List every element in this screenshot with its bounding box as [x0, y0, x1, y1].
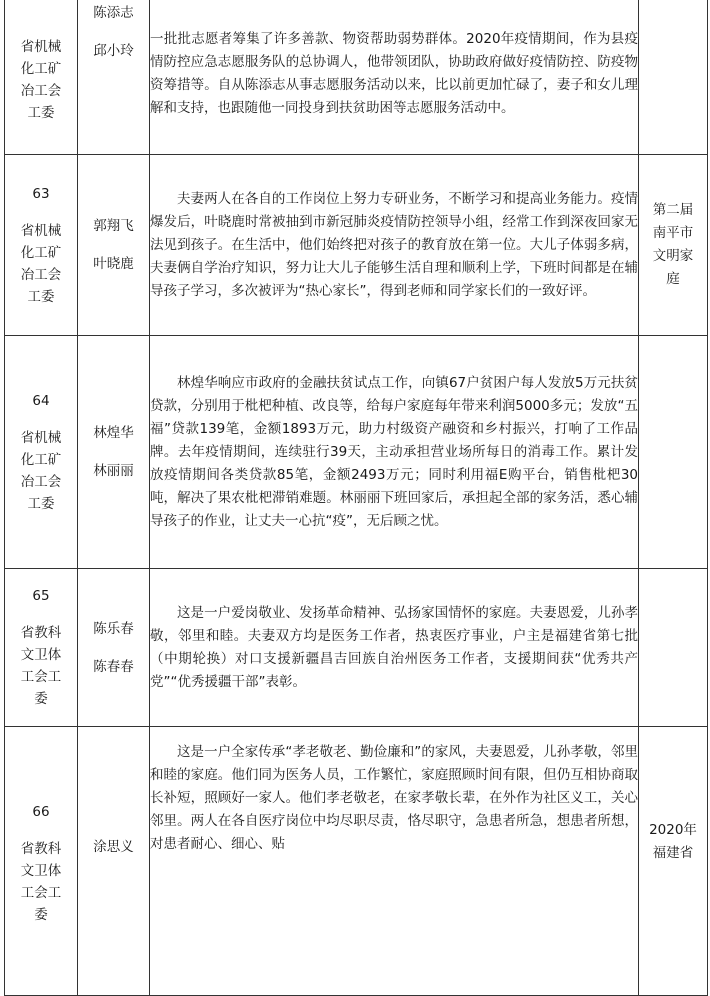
- member-name: 叶晓鹿: [93, 256, 134, 272]
- member-name: 陈春春: [93, 658, 134, 675]
- org-name: 省机械化工矿冶工会工委: [20, 39, 62, 121]
- names-cell: [78, 569, 150, 727]
- honor-cell: [639, 336, 708, 569]
- row-number: 64: [32, 392, 50, 409]
- member-name: 陈乐春: [93, 620, 134, 637]
- honor-text: 2020年福建省: [649, 822, 697, 861]
- org-name: 省机械化工矿冶工会工委: [20, 222, 62, 305]
- member-name: 陈添志: [93, 5, 134, 21]
- member-name: 林丽丽: [93, 463, 134, 479]
- row-number: 65: [32, 588, 50, 604]
- org-cell: [5, 155, 78, 336]
- description-text: 林煌华响应市政府的金融扶贫试点工作，向镇67户贫困户每人发放5万元扶贫贷款，分别用于枇杷种植、改良等，给每户家庭每年带来利润5000多元；发放“五福”贷款139笔，金额1893万元，助力村级资产融资和乡村振兴，打响了工作品牌。去年疫情期间，连续驻行39天，主动承担营业场所每日的消毒工作。累计发放疫情期间各类贷款85笔，金额2493万元；同时利用福E购平台，销售枇杷30吨，解决了果农枇杷滞销难题。林丽丽下班回家后，承担起全部的家务活，悉心辅导孩子的作业，让丈夫一心抗“疫”，无后顾之忧。: [150, 374, 638, 529]
- member-name: 郭翔飞: [93, 218, 134, 234]
- description-text: 一批批志愿者筹集了许多善款、物资帮助弱势群体。2020年疫情期间，作为县疫情防控应急志愿服务队的总协调人，他带领团队，协助政府做好疫情防控、防疫物资筹措等。自从陈添志从事志愿服务活动以来，比以前更加忙碌了，妻子和女儿理解和支持，也跟随他一同投身到扶贫助困等志愿服务活动中。: [150, 30, 638, 116]
- honor-cell: [639, 569, 708, 727]
- description-cell: [150, 155, 639, 336]
- description-text: 夫妻两人在各自的工作岗位上努力专研业务，不断学习和提高业务能力。疫情爆发后，叶晓鹿时常被抽到市新冠肺炎疫情防控领导小组，经常工作到深夜回家无法见到孩子。在生活中，他们始终把对孩子的教育放在第一位。大儿子体弱多病，夫妻俩自学治疗知识，努力让大儿子能够生活自理和顺利上学，下班时间都是在辅导孩子学习，多次被评为“热心家长”，得到老师和同学家长们的一致好评。: [150, 190, 638, 299]
- table-row: [5, 0, 708, 155]
- row-number: 66: [32, 804, 50, 820]
- org-name: 省教科文卫体工会工委: [20, 841, 62, 923]
- member-name: 邱小玲: [93, 43, 134, 59]
- table-row: [5, 569, 708, 727]
- names-cell: [78, 0, 150, 155]
- description-cell: [150, 569, 639, 727]
- table-row: [5, 336, 708, 569]
- org-cell: [5, 569, 78, 727]
- member-name: 涂思义: [93, 839, 134, 855]
- org-cell: [5, 336, 78, 569]
- family-award-table: [4, 0, 708, 996]
- description-cell: [150, 336, 639, 569]
- org-cell: [5, 727, 78, 996]
- names-cell: [78, 155, 150, 336]
- row-number: 63: [32, 185, 50, 202]
- description-text: 这是一户全家传承“孝老敬老、勤俭廉和”的家风，夫妻恩爱，儿孙孝敬，邻里和睦的家庭。他们同为医务人员，工作繁忙，家庭照顾时间有限，但仍互相协商取长补短，照顾好一家人。他们孝老敬老，在家孝敬长辈，在外作为社区义工，关心邻里。两人在各自医疗岗位中均尽职尽责，恪尽职守，急患者所急，想患者所想，对患者耐心、细心、贴: [150, 744, 638, 852]
- org-name: 省教科文卫体工会工委: [20, 625, 62, 707]
- honor-cell: [639, 155, 708, 336]
- names-cell: [78, 336, 150, 569]
- member-name: 林煌华: [93, 425, 134, 441]
- table-row: [5, 727, 708, 996]
- names-cell: [78, 727, 150, 996]
- table-row: [5, 155, 708, 336]
- honor-cell: [639, 727, 708, 996]
- honor-text: 第二届南平市文明家庭: [652, 202, 694, 287]
- description-cell: [150, 0, 639, 155]
- description-cell: [150, 727, 639, 996]
- org-cell: [5, 0, 78, 155]
- honor-cell: [639, 0, 708, 155]
- org-name: 省机械化工矿冶工会工委: [20, 429, 62, 512]
- description-text: 这是一户爱岗敬业、发扬革命精神、弘扬家国情怀的家庭。夫妻恩爱，儿孙孝敬，邻里和睦。夫妻双方均是医务工作者，热衷医疗事业，户主是福建省第七批（中期轮换）对口支援新疆昌吉回族自治州医务工作者，支援期间获“优秀共产党”“优秀援疆干部”表彰。: [150, 604, 638, 690]
